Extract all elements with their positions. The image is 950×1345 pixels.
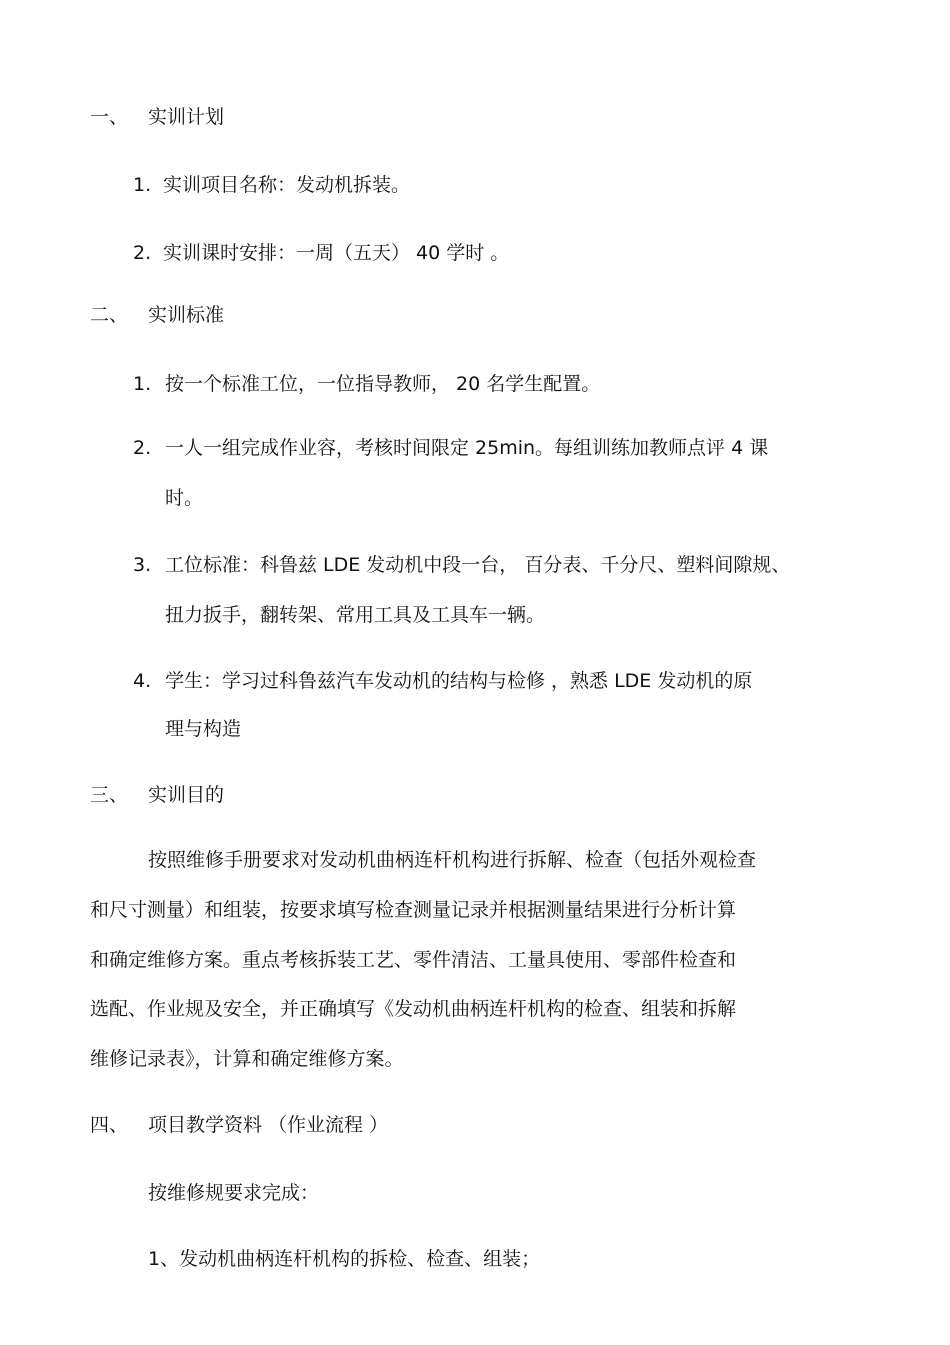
- s1-item-2-number: 2.: [133, 242, 152, 264]
- s1-item-2-text: 实训课时安排：一周（五天） 40 学时 。: [163, 242, 510, 264]
- section-4-title: 项目教学资料 （作业流程 ）: [148, 1114, 389, 1136]
- s2-item-3-line-1: 工位标准：科鲁兹 LDE 发动机中段一台， 百分表、千分尺、塑料间隙规、: [165, 554, 791, 576]
- section-1-number: 一、: [90, 106, 129, 128]
- s3-paragraph-line-4: 选配、作业规及安全，并正确填写《发动机曲柄连杆机构的检查、组装和拆解: [90, 998, 737, 1020]
- s2-item-3-line-2: 扭力扳手，翻转架、常用工具及工具车一辆。: [165, 604, 546, 626]
- s2-item-2-line-2: 时。: [165, 487, 204, 509]
- s3-paragraph-line-3: 和确定维修方案。重点考核拆装工艺、零件清洁、工量具使用、零部件检查和: [90, 949, 737, 971]
- s2-item-1-line-1: 按一个标准工位，一位指导教师， 20 名学生配置。: [165, 373, 601, 395]
- section-2-title: 实训标准: [148, 304, 225, 326]
- s2-item-4-number: 4.: [133, 670, 152, 692]
- section-4-number: 四、: [90, 1114, 129, 1136]
- section-1-title: 实训计划: [148, 106, 225, 128]
- s3-paragraph-line-1: 按照维修手册要求对发动机曲柄连杆机构进行拆解、检查（包括外观检查: [148, 849, 757, 871]
- s2-item-2-number: 2.: [133, 437, 152, 459]
- section-3-title: 实训目的: [148, 784, 225, 806]
- section-3-number: 三、: [90, 784, 129, 806]
- s2-item-4-line-2: 理与构造: [165, 718, 242, 740]
- s1-item-1-text: 实训项目名称：发动机拆装。: [163, 174, 411, 196]
- s4-item-1: 1、发动机曲柄连杆机构的拆检、检查、组装；: [148, 1248, 541, 1270]
- section-2-number: 二、: [90, 304, 129, 326]
- s2-item-3-number: 3.: [133, 554, 152, 576]
- s2-item-1-number: 1.: [133, 373, 152, 395]
- s2-item-4-line-1: 学生：学习过科鲁兹汽车发动机的结构与检修 ，熟悉 LDE 发动机的原: [165, 670, 753, 692]
- s1-item-1-number: 1.: [133, 174, 152, 196]
- s3-paragraph-line-2: 和尺寸测量）和组装，按要求填写检查测量记录并根据测量结果进行分析计算: [90, 899, 737, 921]
- s4-intro: 按维修规要求完成：: [148, 1182, 320, 1204]
- s2-item-2-line-1: 一人一组完成作业容，考核时间限定 25min。每组训练加教师点评 4 课: [165, 437, 769, 459]
- s3-paragraph-line-5: 维修记录表》，计算和确定维修方案。: [90, 1048, 404, 1070]
